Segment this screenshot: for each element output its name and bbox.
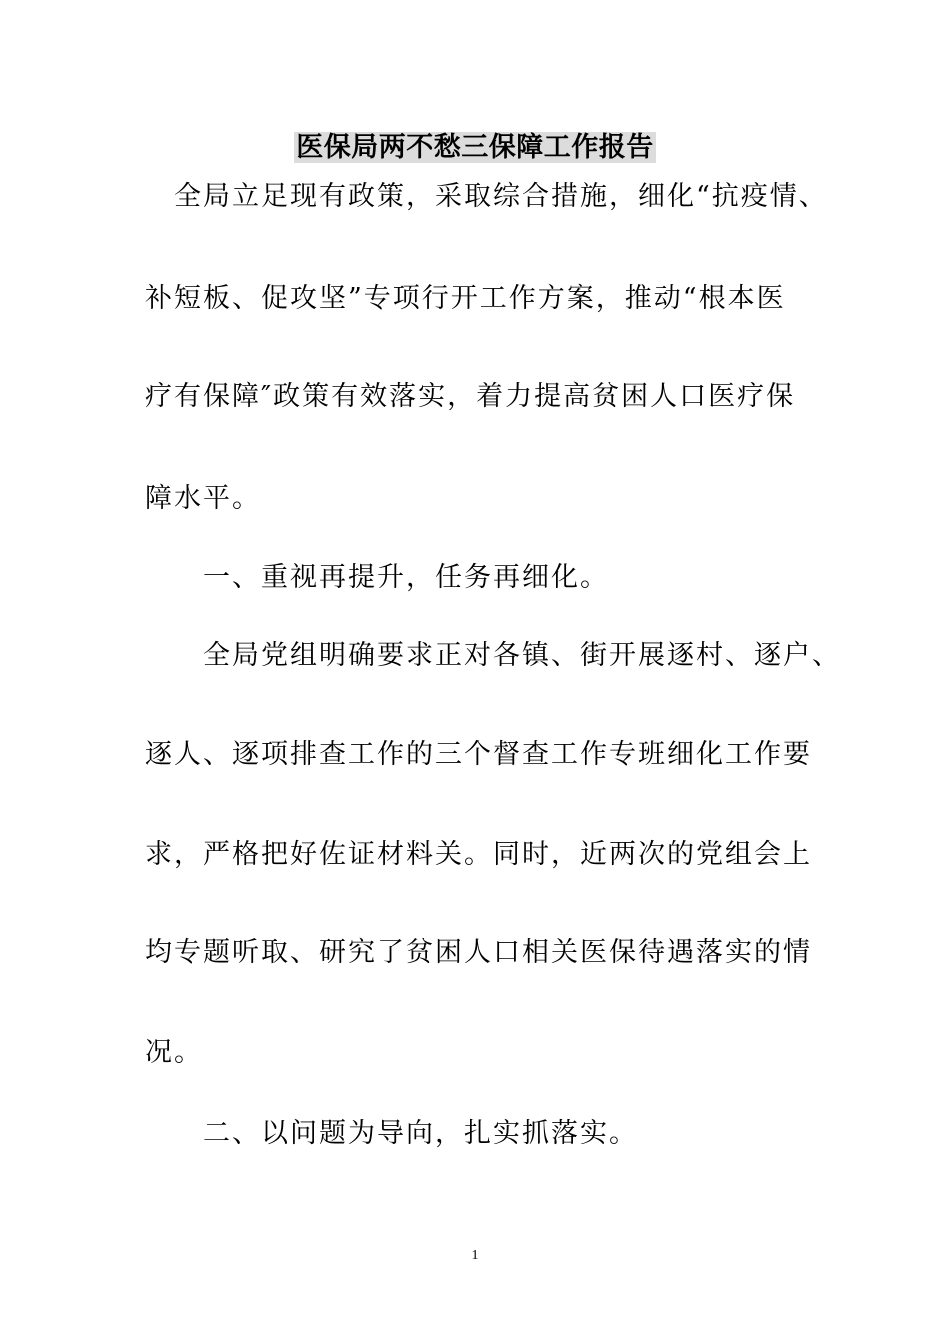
paragraph-line-6: 逐人、逐项排查工作的三个督查工作专班细化工作要 — [145, 739, 812, 770]
paragraph-line-3: 疗有保障″政策有效落实，着力提高贫困人口医疗保 — [145, 381, 796, 412]
paragraph-line-2: 补短板、促攻坚”专项行开工作方案，推动“根本医 — [145, 283, 786, 314]
section-heading-2: 二、以问题为导向，扎实抓落实。 — [203, 1118, 638, 1149]
paragraph-line-7: 求，严格把好佐证材料关。同时，近两次的党组会上 — [145, 839, 812, 870]
document-title-text: 医保局两不愁三保障工作报告 — [296, 132, 654, 163]
page-number: 1 — [471, 1248, 479, 1263]
section-heading-1: 一、重视再提升，任务再细化。 — [203, 562, 609, 593]
paragraph-line-9: 况。 — [145, 1037, 203, 1068]
document-title — [0, 128, 950, 168]
paragraph-line-1: 全局立足现有政策，采取综合措施，细化“抗疫情、 — [174, 181, 828, 212]
paragraph-line-8: 均专题听取、研究了贫困人口相关医保待遇落实的情 — [145, 937, 812, 968]
paragraph-line-4: 障水平。 — [145, 483, 261, 514]
paragraph-line-5: 全局党组明确要求正对各镇、街开展逐村、逐户、 — [203, 640, 841, 671]
